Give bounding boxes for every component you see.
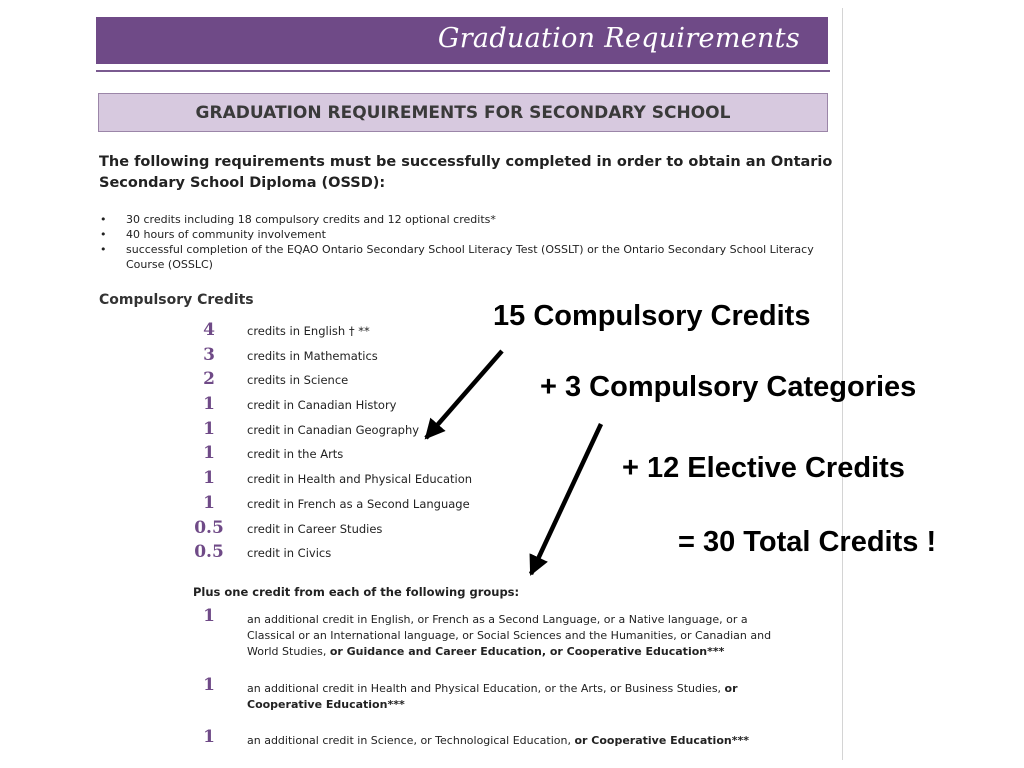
compulsory-credits-heading: Compulsory Credits bbox=[99, 292, 254, 308]
credit-count: 1 bbox=[203, 443, 215, 464]
banner-title: Graduation Requirements bbox=[437, 23, 800, 54]
requirement-item: • successful completion of the EQAO Ontario Secondary School Literacy Test (OSSLT) or the Ontario Secondary School Literacy Course (OSSLC) bbox=[99, 242, 839, 272]
credit-subject: credit in Career Studies bbox=[247, 521, 383, 536]
credit-count: 0.5 bbox=[194, 542, 224, 563]
credit-count: 2 bbox=[203, 369, 215, 390]
group-credit-text: an additional credit in Science, or Technological Education, or Cooperative Education*** bbox=[247, 734, 749, 747]
credit-count: 1 bbox=[203, 468, 215, 489]
credit-subject: credit in Health and Physical Education bbox=[247, 472, 473, 487]
annotation-elective-credits: + 12 Elective Credits bbox=[622, 452, 905, 484]
credit-count: 4 bbox=[203, 320, 215, 340]
requirement-item: • 40 hours of community involvement bbox=[99, 227, 839, 242]
credit-count: 3 bbox=[203, 344, 215, 365]
section-title: GRADUATION REQUIREMENTS FOR SECONDARY SCHOOL bbox=[195, 102, 731, 123]
credit-count: 1 bbox=[203, 727, 215, 747]
group-credit-text: an additional credit in Health and Physical Education, or the Arts, or Business Studies, or Cooperative Education*** bbox=[247, 682, 738, 711]
arrow-to-compulsory-credits bbox=[426, 351, 502, 438]
intro-text: The following requirements must be successfully completed in order to obtain an Ontario Secondary School Diploma (OSSD): bbox=[99, 154, 833, 191]
credit-subject: credits in English † ** bbox=[247, 324, 370, 338]
credit-count: 1 bbox=[203, 606, 215, 626]
credit-count: 1 bbox=[203, 394, 215, 415]
credit-subject: credits in Science bbox=[247, 373, 349, 388]
annotation-compulsory-categories: + 3 Compulsory Categories bbox=[540, 371, 917, 403]
credit-subject: credit in French as a Second Language bbox=[247, 496, 470, 511]
group-credit-text: an additional credit in English, or French as a Second Language, or a Native language, or a Classical or an International language, or Social Sciences and the Humanities, or Canadian and World Studies, or Guidance and Career Education, or Cooperative Education*** bbox=[247, 613, 772, 658]
credit-subject: credit in Civics bbox=[247, 546, 332, 561]
credit-count: 1 bbox=[203, 492, 215, 513]
credit-count: 1 bbox=[203, 418, 215, 439]
annotation-total-credits: = 30 Total Credits ! bbox=[678, 526, 937, 558]
credit-subject: credits in Mathematics bbox=[247, 348, 378, 363]
credit-count: 1 bbox=[203, 675, 215, 695]
arrow-to-group-credits bbox=[531, 424, 601, 574]
group-credits-heading: Plus one credit from each of the following groups: bbox=[193, 585, 520, 599]
credit-subject: credit in Canadian Geography bbox=[247, 422, 420, 437]
credit-subject: credit in the Arts bbox=[247, 447, 344, 462]
annotation-compulsory-credits: 15 Compulsory Credits bbox=[493, 300, 811, 332]
requirement-item: • 30 credits including 18 compulsory credits and 12 optional credits* bbox=[99, 212, 839, 227]
credit-subject: credit in Canadian History bbox=[247, 398, 397, 413]
credit-count: 0.5 bbox=[194, 517, 224, 538]
